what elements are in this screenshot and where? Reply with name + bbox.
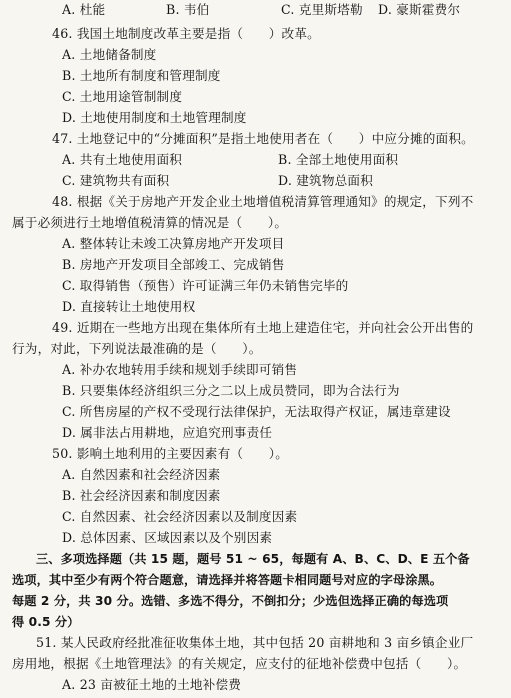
section-instructions: 得 0.5 分） (12, 615, 80, 629)
option-a: A. 自然因素和社会经济因素 (62, 467, 221, 482)
option-a: A. 土地储备制度 (62, 47, 157, 62)
option-c: C. 自然因素、社会经济因素以及制度因素 (62, 509, 298, 524)
option-a: A. 补办农地转用手续和规划手续即可销售 (62, 362, 298, 377)
question-48-cont: 属于必须进行土地增值税清算的情况是（ ）。 (12, 215, 288, 230)
option-a: A. 23 亩被征土地的土地补偿费 (62, 677, 242, 692)
option-b: B. 房地产开发项目全部竣工、完成销售 (62, 257, 285, 272)
section-instructions: 每题 2 分，共 30 分。选错、多选不得分，不倒扣分；少选但选择正确的每选项 (12, 594, 449, 608)
option-d: D. 属非法占用耕地，应追究刑事责任 (62, 425, 273, 440)
option-c: C. 建筑物共有面积 (62, 173, 170, 188)
option-c: C. 所售房屋的产权不受现行法律保护，无法取得产权证，属违章建设 (62, 404, 451, 419)
option-b: B. 韦伯 (166, 2, 210, 17)
section-heading: 三、多项选择题（共 15 题，题号 51 ~ 65，每题有 A、B、C、D、E 五个备 (36, 552, 470, 566)
option-c: C. 土地用途管制制度 (62, 89, 183, 104)
option-b: B. 只要集体经济组织三分之二以上成员赞同，即为合法行为 (62, 383, 400, 398)
option-row-prev (0, 2, 511, 18)
option-d: D. 豪斯霍费尔 (378, 2, 461, 17)
section-instructions: 选项，其中至少有两个符合题意，请选择并将答题卡相同题号对应的字母涂黑。 (12, 573, 443, 587)
option-row (0, 152, 511, 168)
option-d: D. 总体因素、区域因素以及个别因素 (62, 530, 273, 545)
option-d: D. 土地使用制度和土地管理制度 (62, 110, 247, 125)
question-49-cont: 行为，对此，下列说法最准确的是（ ）。 (12, 341, 262, 356)
option-a: A. 整体转让未竣工决算房地产开发项目 (62, 236, 285, 251)
option-b: B. 社会经济因素和制度因素 (62, 488, 221, 503)
option-row (0, 173, 511, 189)
question-50: 50. 影响土地利用的主要因素有（ ）。 (52, 446, 289, 461)
option-d: D. 建筑物总面积 (278, 173, 374, 188)
option-a: A. 共有土地使用面积 (62, 152, 183, 167)
option-c: C. 取得销售（预售）许可证满三年仍未销售完毕的 (62, 278, 349, 293)
option-d: D. 直接转让土地使用权 (62, 299, 196, 314)
question-48: 48. 根据《关于房地产开发企业土地增值税清算管理通知》的规定，下列不 (52, 194, 474, 209)
option-b: B. 全部土地使用面积 (278, 152, 399, 167)
option-c: C. 克里斯塔勒 (281, 2, 363, 17)
question-49: 49. 近期在一些地方出现在集体所有土地上建造住宅，并向社会公开出售的 (52, 320, 474, 335)
option-a: A. 杜能 (62, 2, 106, 17)
option-b: B. 土地所有制度和管理制度 (62, 68, 221, 83)
question-47: 47. 土地登记中的“分摊面积”是指土地使用者在（ ）中应分摊的面积。 (52, 131, 474, 146)
question-51-cont: 房用地，根据《土地管理法》的有关规定，应支付的征地补偿费中包括（ ）。 (12, 656, 467, 671)
question-46: 46. 我国土地制度改革主要是指（ ）改革。 (52, 26, 320, 41)
question-51: 51. 某人民政府经批准征收集体土地，其中包括 20 亩耕地和 3 亩乡镇企业厂 (36, 635, 474, 650)
